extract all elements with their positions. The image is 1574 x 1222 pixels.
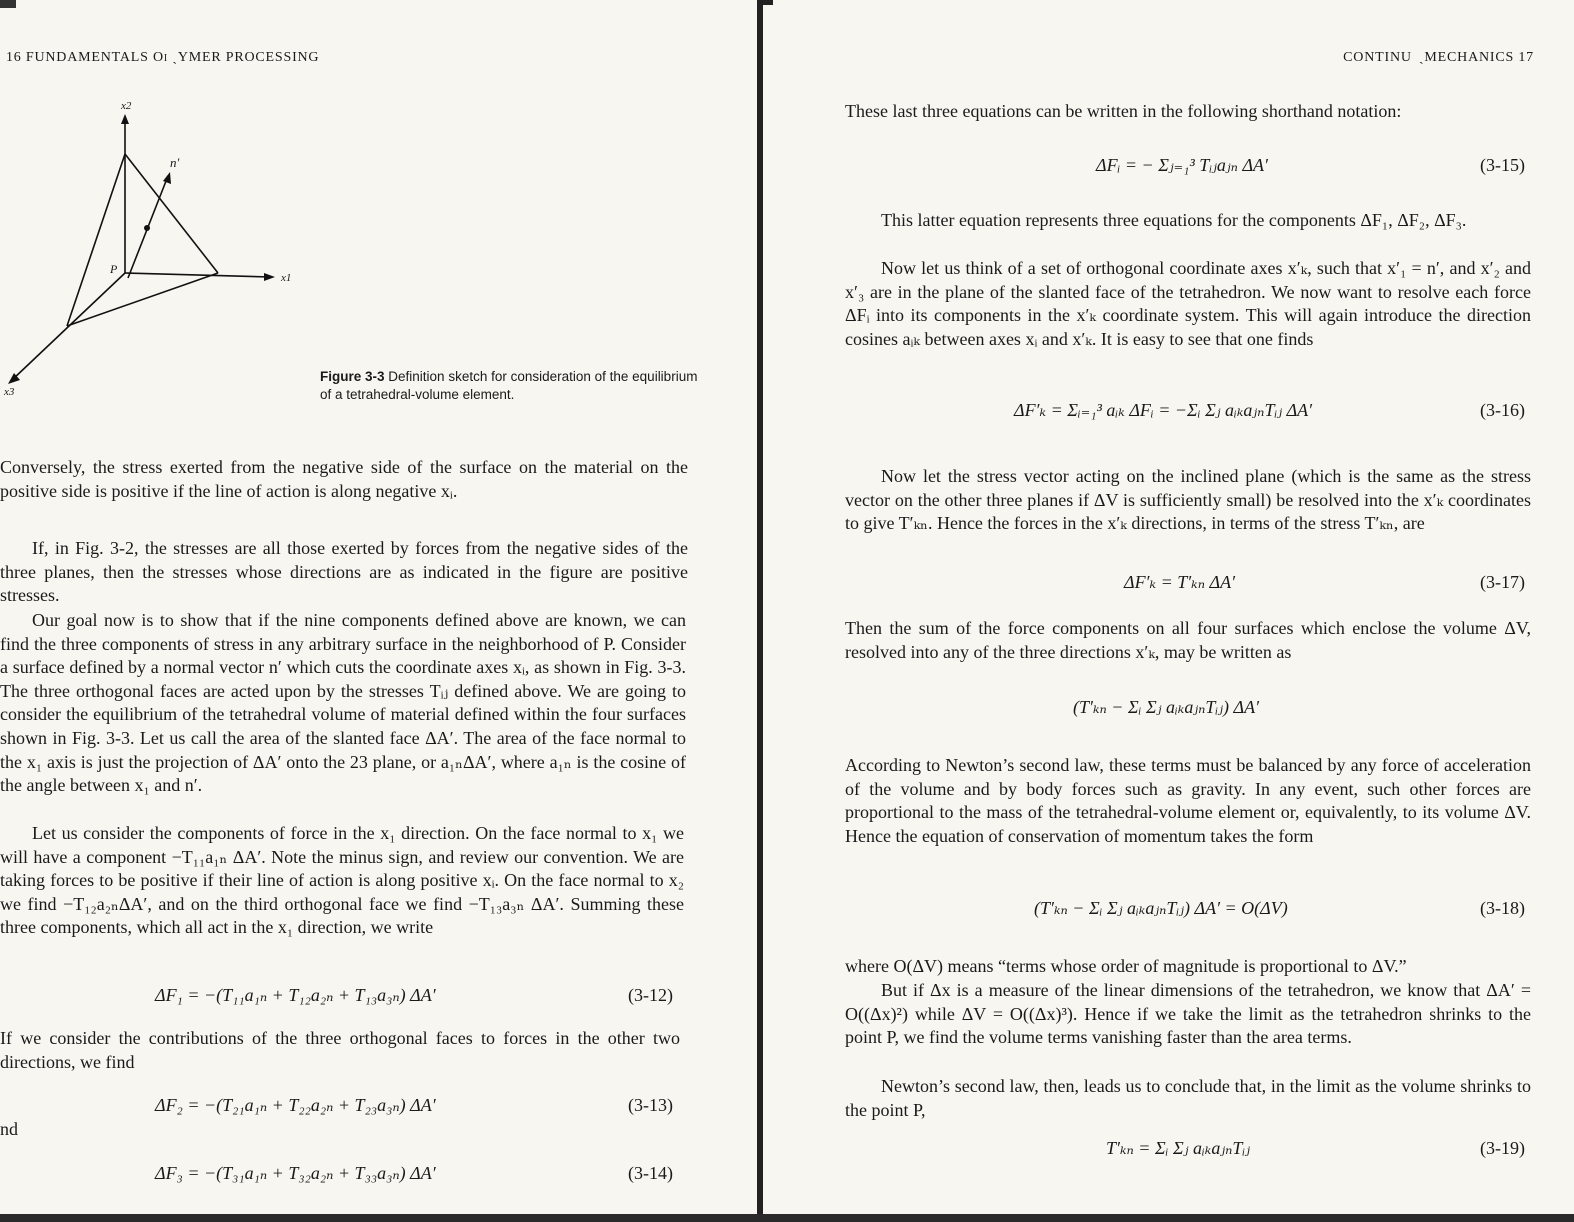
equation-row [768,1138,1538,1166]
x1-axis-line [125,273,270,277]
paragraph: If we consider the contributions of the three orthogonal faces to forces in the other two directions, we find [0,1028,680,1072]
figure-caption-text: Definition sketch for consideration of the equilibrium of a tetrahedral-volume element. [320,369,698,402]
paragraph: These last three equations can be written in the following shorthand notation: [845,101,1402,121]
left-page [0,0,760,1222]
scan-bottom-edge [0,1214,1574,1222]
equation: T′ₖₙ = Σᵢ Σⱼ aᵢₖaⱼₙTᵢⱼ [1106,1138,1251,1158]
figure-caption-number: Figure 3-3 [320,369,385,384]
equation-number: (3-14) [628,1163,673,1183]
equation: (T′ₖₙ − Σᵢ Σⱼ aᵢₖaⱼₙTᵢⱼ) ΔA′ = O(ΔV) [1034,898,1288,918]
paragraph: Now let us think of a set of orthogonal coordinate axes x′ₖ, such that x′₁ = n′, and x′₂ and x′₃ are in the plane of the slanted face of the tetrahedron. We now want to resolve each force ΔFᵢ into its components in the x′ₖ coordinate system. This will again introduce the direction cosines aᵢₖ between axes xᵢ and x′ₖ. It is easy to see that one finds [845,258,1531,349]
equation-row [0,1163,690,1191]
x3-label: x3 [4,386,15,398]
equation-row [768,155,1538,183]
paragraph: According to Newton’s second law, these terms must be balanced by any force of acceleration of the volume and by body forces such as gravity. In any event, such other forces are proportional to the mass of the tetrahedral-volume element or, equivalently, to its volume ΔV. Hence the equation of conservation of momentum takes the form [845,755,1531,846]
equation-number: (3-15) [1480,155,1525,175]
right-page-header: CONTINU ˎMECHANICS 17 [1343,50,1534,65]
left-page-header: 16 FUNDAMENTALS Oı ˏYMER PROCESSING [6,50,320,65]
normal-vector-arrowhead [163,172,171,184]
equation-number: (3-18) [1480,898,1525,918]
centroid-dot [144,225,150,231]
equation-row [0,1095,690,1123]
x2-label: x2 [121,100,132,112]
equation-number: (3-13) [628,1095,673,1115]
equation: ΔF′ₖ = Σᵢ₌₁³ aᵢₖ ΔFᵢ = −Σᵢ Σⱼ aᵢₖaⱼₙTᵢⱼ ΔA′ [1014,400,1313,420]
paragraph: Conversely, the stress exerted from the negative side of the surface on the material on the positive side is positive if the line of action is along negative xᵢ. [0,457,688,501]
equation-row [768,572,1538,600]
equation: ΔF₂ = −(T₂₁a₁ₙ + T₂₂a₂ₙ + T₂₃a₃ₙ) ΔA′ [155,1095,436,1115]
x1-label: x1 [281,272,292,284]
paragraph: where O(ΔV) means “terms whose order of magnitude is proportional to ΔV.” [845,956,1407,976]
x3-axis-line [12,273,125,380]
force-sum-expression: (T′ₖₙ − Σᵢ Σⱼ aᵢₖaⱼₙTᵢⱼ) ΔA′ [1073,697,1260,717]
figure-caption [320,368,700,404]
book-spine [757,0,763,1222]
paragraph: Let us consider the components of force in the x₁ direction. On the face normal to x₁ we will have a component −T₁₁a₁ₙ ΔA′. Note the minus sign, and review our convention. We are taking forces to be positive if their line of action is along positive xᵢ. On the face normal to x₂ we find −T₁₂a₂ₙΔA′, and on the third orthogonal face we find −T₁₃a₃ₙ ΔA′. Summing these three components, which all act in the x₁ direction, we write [0,823,684,938]
equation: ΔF₁ = −(T₁₁a₁ₙ + T₁₂a₂ₙ + T₁₃a₃ₙ) ΔA′ [155,985,436,1005]
paragraph: Newton’s second law, then, leads us to conclude that, in the limit as the volume shrinks to the point P, [845,1076,1531,1120]
equation-row [0,985,690,1013]
x2-arrowhead [121,114,129,124]
paragraph: But if Δx is a measure of the linear dimensions of the tetrahedron, we know that ΔA′ = O((Δx)²) while ΔV = O((Δx)³). Hence if we take the limit as the tetrahedron shrinks to the point P, we find the volume terms vanishing faster than the area terms. [845,980,1531,1048]
conjunction-word: nd [0,1119,18,1139]
point-p-label: P [110,262,118,276]
x1-arrowhead [264,273,275,281]
tetrahedron-figure [0,88,310,408]
right-page [768,0,1574,1222]
equation: ΔFᵢ = − Σⱼ₌₁³ Tᵢⱼaⱼₙ ΔA′ [1096,155,1268,175]
normal-label: n′ [170,155,180,170]
paragraph: This latter equation represents three equations for the components ΔF₁, ΔF₂, ΔF₃. [881,210,1467,230]
equation-row [768,898,1538,926]
paragraph: If, in Fig. 3-2, the stresses are all those exerted by forces from the negative sides of the three planes, then the stresses whose directions are as indicated in the figure are positive stresses. [0,538,688,606]
equation: ΔF₃ = −(T₃₁a₁ₙ + T₃₂a₂ₙ + T₃₃a₃ₙ) ΔA′ [155,1163,436,1183]
paragraph: Our goal now is to show that if the nine components defined above are known, we can find the three components of stress in any arbitrary surface in the neighborhood of P. Consider a surface defined by a normal vector n′ which cuts the coordinate axes xᵢ, as shown in Fig. 3-3. The three orthogonal faces are acted upon by the stresses Tᵢⱼ defined above. We are going to consider the equilibrium of the tetrahedral volume of material defined within the four surfaces shown in Fig. 3-3. Let us call the area of the slanted face ΔA′. The area of the face normal to the x₁ axis is just the projection of ΔA′ onto the 23 plane, or a₁ₙΔA′, where a₁ₙ is the cosine of the angle between x₁ and n′. [0,610,686,796]
edge-x1-x3 [67,273,218,326]
equation-number: (3-19) [1480,1138,1525,1158]
equation-number: (3-12) [628,985,673,1005]
paragraph: Now let the stress vector acting on the inclined plane (which is the same as the stress vector on the other three planes if ΔV is sufficiently small) be resolved into the x′ₖ coordinates to give T′ₖₙ. Hence the forces in the x′ₖ directions, in terms of the stress T′ₖₙ, are [845,466,1531,534]
equation-number: (3-16) [1480,400,1525,420]
edge-x2-x1 [125,154,218,273]
equation-number: (3-17) [1480,572,1525,592]
paragraph: Then the sum of the force components on all four surfaces which enclose the volume ΔV, resolved into any of the three directions x′ₖ, may be written as [845,618,1531,662]
equation-row [768,400,1538,428]
equation: ΔF′ₖ = T′ₖₙ ΔA′ [1124,572,1236,592]
